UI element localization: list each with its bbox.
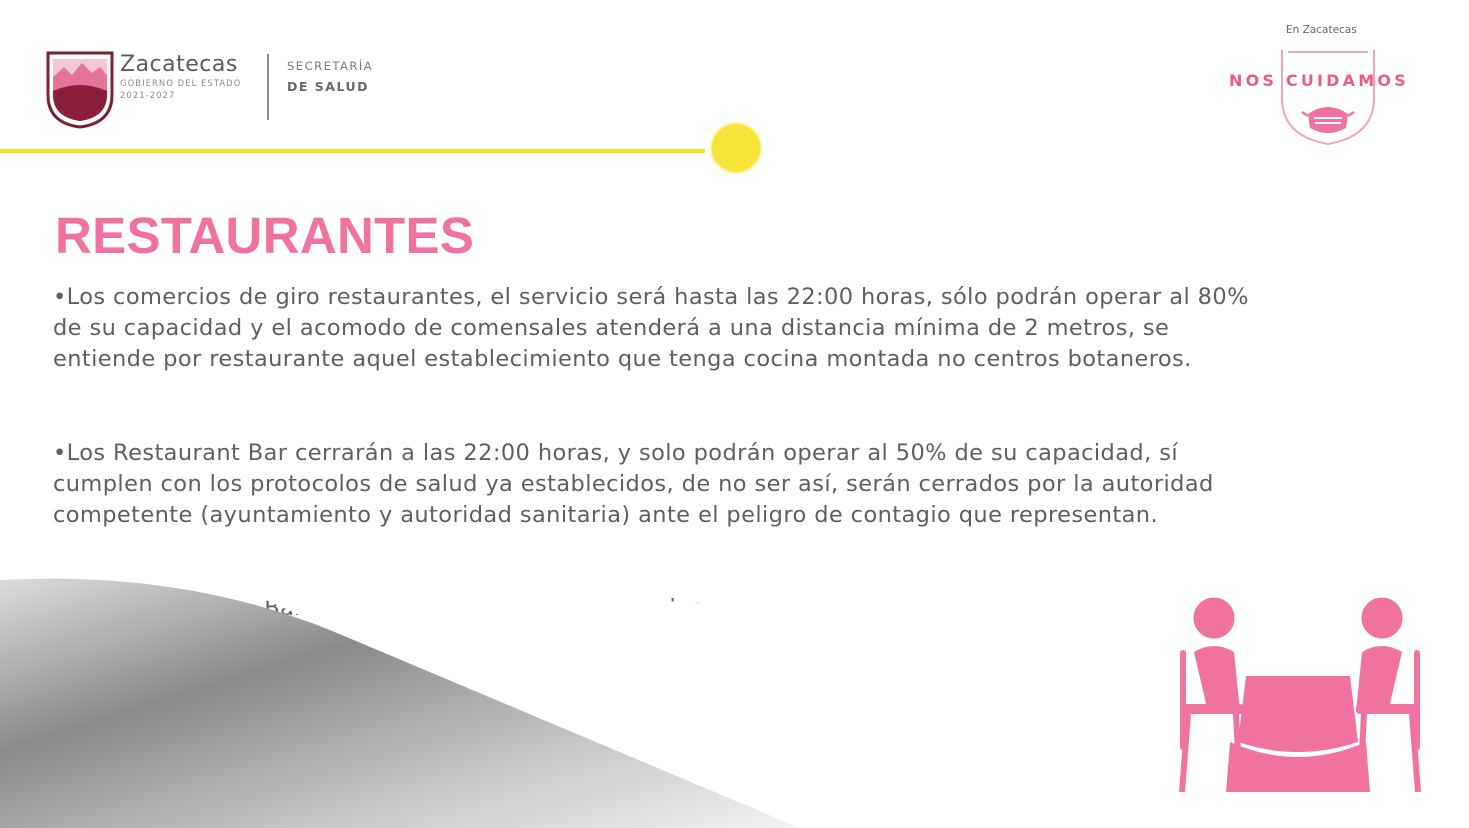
government-years: 2021-2027	[120, 91, 176, 101]
badge-top-text: En Zacatecas	[1286, 24, 1357, 36]
page-title: RESTAURANTES	[55, 207, 475, 264]
yellow-accent-dot	[712, 124, 760, 172]
government-name-block	[120, 52, 241, 101]
paragraph-restaurant-bars: •Los Restaurant Bar cerrarán a las 22:00 horas, y solo podrán operar al 50% de su capacidad, sí cumplen con los protocolos de salud ya establecidos, de no ser así, serán cerrados por la autoridad competente (ayuntamiento y autoridad sanitaria) ante el peligro de contagio que representan.	[53, 440, 1214, 528]
government-name: Zacatecas	[120, 52, 238, 77]
face-mask-shield-icon	[1280, 48, 1376, 146]
secretariat-line-2: DE SALUD	[287, 79, 369, 94]
badge-title: NOS CUIDAMOS	[1229, 71, 1409, 90]
secretariat-block	[287, 59, 373, 94]
zacatecas-crest-icon	[44, 47, 116, 129]
yellow-accent-line	[0, 149, 705, 153]
secretariat-line-1: SECRETARÍA	[287, 59, 374, 73]
restaurant-table-people-icon	[1170, 592, 1430, 802]
paragraph-restaurants: •Los comercios de giro restaurantes, el servicio será hasta las 22:00 horas, sólo podrán operar al 80% de su capacidad y el acomodo de comensales atenderá a una distancia mínima de 2 metros, se entiende por restaurante aquel establecimiento que tenga cocina montada no centros botaneros.	[53, 284, 1249, 372]
government-subtitle: GOBIERNO DEL ESTADO	[120, 79, 242, 89]
header-divider	[267, 54, 269, 120]
